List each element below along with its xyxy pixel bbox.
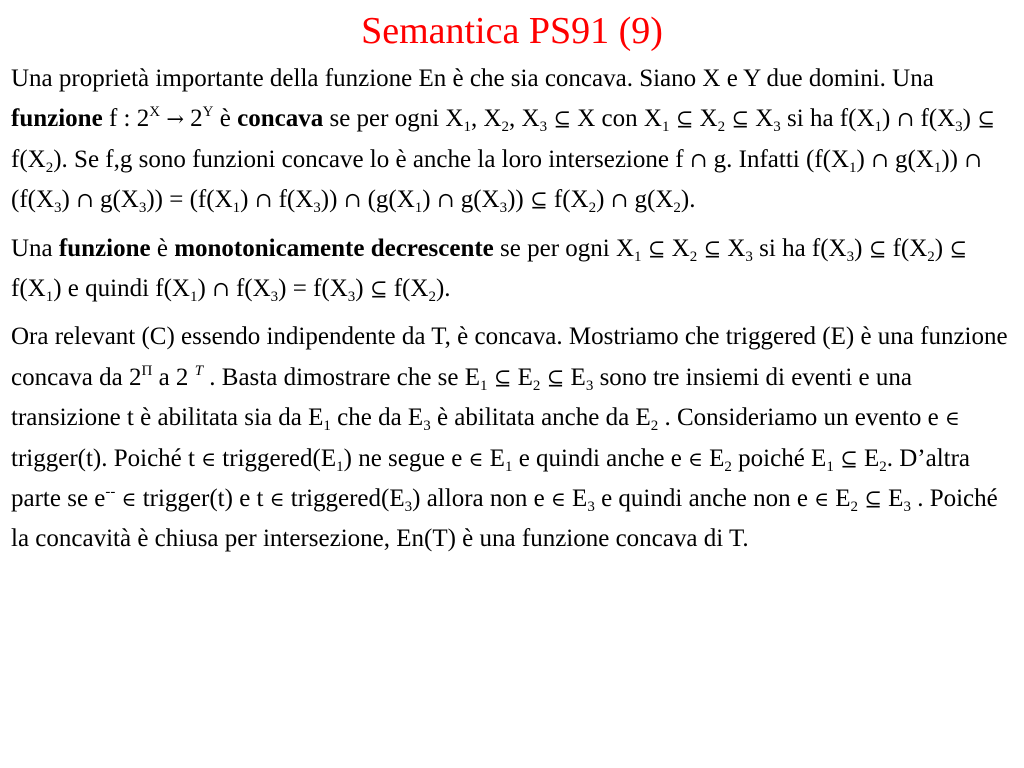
element-of-symbol: ∈ [468,446,484,471]
subscript: 1 [190,289,198,306]
subscript: 1 [336,458,344,475]
subscript: 1 [323,418,331,435]
text-run: trigger(t) e t [136,485,270,513]
subscript: 2 [501,119,510,136]
text-run: E [702,444,725,472]
intersection-symbol: ∩ [436,188,455,213]
text-run: triggered(E [216,444,337,472]
subscript: 1 [232,200,241,217]
text-run: ) e quindi f(X [53,275,190,303]
italic-t: T [194,362,204,379]
text-run: ). [680,186,696,214]
subseteq-symbol: ⊆ [977,107,995,132]
text-run: che da E [330,404,424,432]
superscript: X [149,104,161,121]
intersection-symbol: ∩ [76,188,94,213]
text-run: ) ne segue e [343,444,469,472]
element-of-symbol: ∈ [814,487,830,512]
text-run: E [564,363,586,391]
subscript: 3 [846,248,855,265]
subscript: 2 [879,458,887,475]
text-run: f(X [229,275,271,303]
text-run: g(X [454,186,500,214]
subscript: 3 [54,200,62,217]
subseteq-symbol: ⊆ [675,107,694,132]
text-run: ) [596,186,611,214]
text-run: f : 2 [102,105,150,133]
subscript: 3 [587,499,595,516]
subscript: 2 [650,418,659,435]
text-run: Una proprietà importante della funzione En è che sia concava. Siano X e Y due domini. Una [11,65,934,92]
subscript: 2 [850,499,859,516]
subscript: 3 [138,200,147,217]
subscript: 1 [933,159,942,176]
text-run: sono tre insiemi di eventi e una transizione t è abilitata sia da E [11,363,912,432]
text-run: è [150,234,175,262]
text-run: ). [435,275,451,303]
subseteq-symbol: ⊆ [731,107,749,132]
text-run: E [829,485,851,513]
intersection-symbol: ∩ [343,188,362,213]
text-run: E [857,444,880,472]
bold-term-monotonic: monotonicamente decrescente [174,234,494,262]
paragraph-monotonic [11,229,1015,310]
text-run: X con X [570,105,662,133]
intersection-symbol: ∩ [689,147,708,172]
superscript: Π [141,362,153,379]
intersection-symbol: ∩ [871,147,889,172]
text-run: E [881,485,904,513]
slide-title: Semantica PS91 (9) [361,10,663,52]
text-run: ) [854,234,869,262]
text-run: f(X [272,186,314,214]
text-run: ) [856,145,872,173]
subscript: 1 [414,200,423,217]
subscript: 3 [313,200,321,217]
element-of-symbol: ∈ [269,487,285,512]
subseteq-symbol: ⊆ [546,365,565,390]
text-run: a 2 [152,363,195,391]
text-run: se per ogni X [493,234,635,262]
intersection-symbol: ∩ [610,188,629,213]
subscript: 2 [532,377,541,394]
text-run: f(X [547,186,589,214]
intersection-symbol: ∩ [896,107,915,132]
text-run: se per ogni X [323,105,464,133]
text-run: poiché E [731,444,827,472]
element-of-symbol: ∈ [121,487,137,512]
subseteq-symbol: ⊆ [647,236,666,261]
text-run: f(X [914,105,956,133]
subscript: 3 [404,499,413,516]
text-run: ) [240,186,255,214]
element-of-symbol: ∈ [201,446,217,471]
subscript: 1 [849,159,857,176]
text-run: . Consideriamo un evento e [658,404,945,432]
text-run: ) = f(X [278,275,348,303]
text-run: è abilitata anche da E [430,404,651,432]
text-run: ) [934,234,950,262]
subscript: 3 [773,119,781,136]
subscript: 2 [724,458,732,475]
text-run: Una [11,234,59,262]
text-run: Ora relevant (C) essendo indipendente da T, è concava. Mostriamo che triggered (E) è una funzione concava da 2 [11,323,1008,391]
subscript: 1 [634,248,642,265]
text-run: e quindi anche e [512,444,689,472]
text-run: )) [320,186,344,214]
subscript: 3 [745,248,753,265]
text-run: (g(X [361,186,415,214]
text-run: f(X [387,275,429,303]
text-run: g(X [93,186,139,214]
subscript: 3 [499,200,508,217]
subscript: 1 [826,458,834,475]
text-run: X [721,234,746,262]
text-run: ) [355,275,370,303]
subseteq-symbol: ⊆ [553,107,571,132]
paragraph-triggered [11,317,1015,559]
text-run: E [483,444,505,472]
text-run: E [565,485,588,513]
text-run: E [511,363,533,391]
text-run: e quindi anche non e [594,485,815,513]
subscript: 2 [588,200,597,217]
subscript: 2 [45,159,54,176]
subscript: 3 [539,119,548,136]
text-run: triggered(E [284,485,405,513]
bold-term-funzione: funzione [58,234,151,262]
text-run: , X [470,105,502,133]
subseteq-symbol: ⊆ [369,277,388,302]
text-run: . D’altra parte se e [11,444,971,513]
subseteq-symbol: ⊆ [864,487,882,512]
subscript: 1 [504,458,513,475]
subscript: 3 [585,377,594,394]
text-run: f(X [11,145,46,173]
superscript: -- [105,484,116,501]
subscript: 3 [423,418,431,435]
subseteq-symbol: ⊆ [530,188,548,213]
text-run: ) allora non e [412,485,551,513]
subscript: 1 [661,119,670,136]
element-of-symbol: ∈ [944,406,960,431]
subscript: 3 [955,119,963,136]
text-run: ). Se f,g sono funzioni concave lo è anche la loro intersezione f [53,145,690,173]
subseteq-symbol: ⊆ [868,236,887,261]
subscript: 3 [347,289,356,306]
subscript: 3 [270,289,279,306]
text-run: ) [882,105,897,133]
text-run: si ha f(X [780,105,875,133]
paragraph-concavity [11,59,1015,221]
slide-body [11,59,1015,560]
intersection-symbol: ∩ [254,188,273,213]
superscript: Y [202,104,214,121]
text-run: )) [507,186,531,214]
text-run: trigger(t). Poiché t [11,444,202,472]
text-run: è [213,105,238,133]
text-run: 2 [183,105,203,133]
subscript: 2 [689,248,698,265]
subscript: 2 [927,248,935,265]
text-run: f(X [11,275,46,303]
text-run: )) [941,145,965,173]
subseteq-symbol: ⊆ [493,365,512,390]
subseteq-symbol: ⊆ [703,236,722,261]
arrow-symbol: → [166,107,184,132]
subscript: 2 [673,200,681,217]
text-run: X [748,105,774,133]
text-run: X [665,234,690,262]
text-run: . Basta dimostrare che se E [203,363,481,391]
text-run: X [693,105,718,133]
subseteq-symbol: ⊆ [949,236,967,261]
text-run: g(X [888,145,934,173]
text-run: f(X [886,234,928,262]
text-run: ) [197,275,213,303]
subscript: 1 [874,119,883,136]
intersection-symbol: ∩ [212,277,230,302]
intersection-symbol: ∩ [964,147,982,172]
subscript: 1 [480,377,488,394]
element-of-symbol: ∈ [550,487,566,512]
bold-term-concava: concava [237,105,324,133]
bold-term-funzione: funzione [11,105,103,133]
subseteq-symbol: ⊆ [840,446,858,471]
text-run: . Poiché la concavità è chiusa per intersezione, En(T) è una funzione concava di T. [11,485,998,553]
subscript: 3 [903,499,911,516]
text-run: ) [61,186,77,214]
subscript: 1 [45,289,54,306]
element-of-symbol: ∈ [688,446,703,471]
subscript: 2 [717,119,726,136]
text-run: ) [962,105,978,133]
text-run: g. Infatti (f(X [707,145,850,173]
text-run: , X [509,105,540,133]
text-run: ) [422,186,437,214]
text-run: g(X [628,186,674,214]
text-run: si ha f(X [752,234,847,262]
subscript: 1 [463,119,471,136]
subscript: 2 [428,289,436,306]
superscript [195,363,203,379]
text-run: (f(X [11,186,55,214]
text-run: )) = (f(X [146,186,233,214]
